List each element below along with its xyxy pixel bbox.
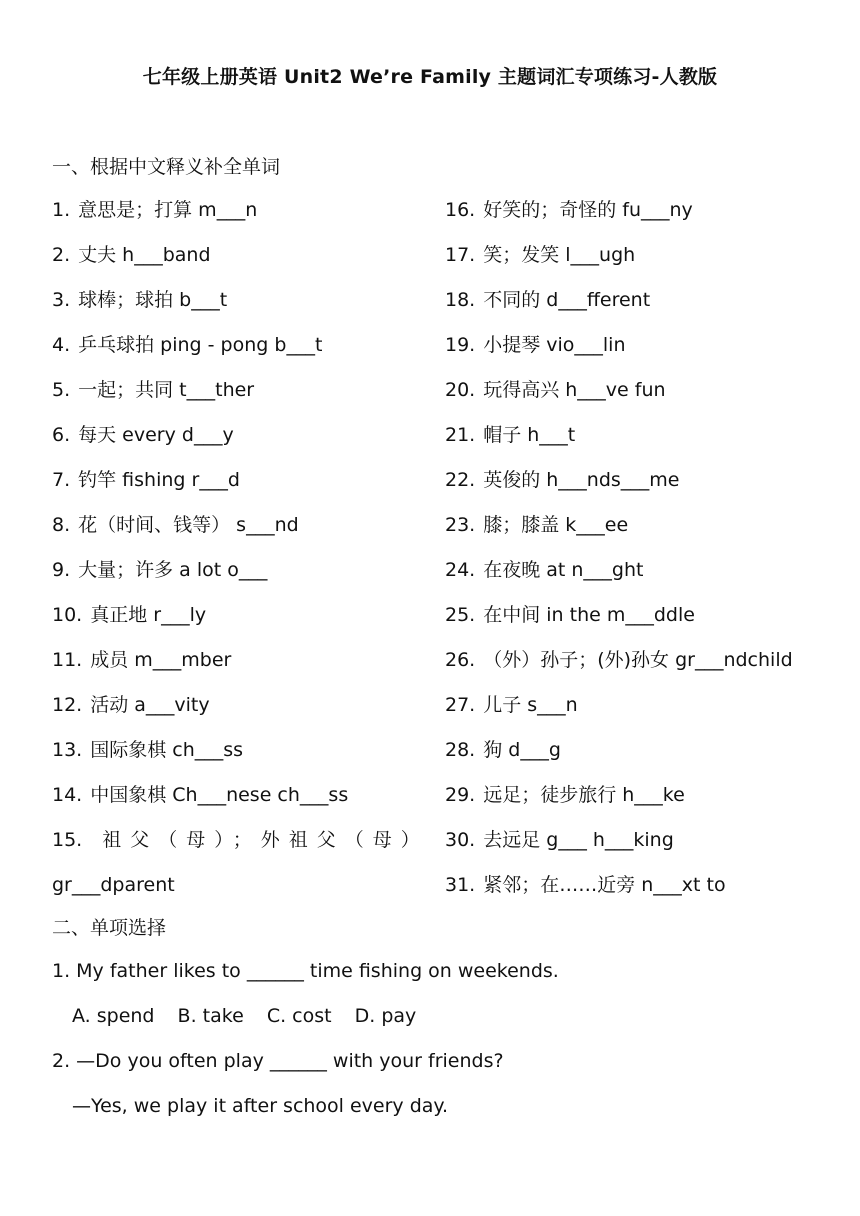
item-number: 11.	[52, 649, 83, 671]
vocab-item	[445, 872, 845, 917]
item-text: 儿子 s___n	[483, 694, 578, 716]
vocab-item	[445, 197, 845, 242]
item-number: 18.	[445, 289, 476, 311]
vocab-item	[445, 647, 845, 692]
item-number: 3.	[52, 289, 71, 311]
option-d: D. pay	[354, 1005, 417, 1027]
item-number: 13.	[52, 739, 83, 761]
item-text: 成员 m___mber	[90, 649, 232, 671]
item-number: 23.	[445, 514, 476, 536]
option-a: A. spend	[72, 1005, 155, 1027]
item-text: 国际象棋 ch___ss	[90, 739, 244, 761]
item-number: 21.	[445, 424, 476, 446]
item-text: 远足；徒步旅行 h___ke	[483, 784, 685, 806]
question-1-stem: 1. My father likes to ______ time fishing on weekends.	[52, 960, 559, 982]
item-number: 20.	[445, 379, 476, 401]
item-text: 祖父（母）；外祖父（母）	[102, 829, 429, 851]
item-number: 30.	[445, 829, 476, 851]
item-number: 22.	[445, 469, 476, 491]
question-2-stem: 2. —Do you often play ______ with your friends?	[52, 1050, 504, 1072]
item-text: 膝；膝盖 k___ee	[483, 514, 629, 536]
item-number: 9.	[52, 559, 71, 581]
item-text: 意思是；打算 m___n	[78, 199, 258, 221]
item-text: 玩得高兴 h___ve fun	[483, 379, 666, 401]
question-1-options	[72, 1003, 433, 1029]
item-text: 钓竿 fishing r___d	[78, 469, 240, 491]
item-number: 24.	[445, 559, 476, 581]
item-text: 花（时间、钱等） s___nd	[78, 514, 299, 536]
item-text: 每天 every d___y	[78, 424, 234, 446]
item-number: 19.	[445, 334, 476, 356]
vocab-item	[52, 467, 422, 512]
vocab-item	[445, 287, 845, 332]
vocab-item	[445, 737, 845, 782]
item-text: 去远足 g___ h___king	[483, 829, 674, 851]
item-text: 在夜晚 at n___ght	[483, 559, 644, 581]
vocab-item	[445, 377, 845, 422]
item-text: 在中间 in the m___ddle	[483, 604, 695, 626]
item-number: 26.	[445, 649, 476, 671]
vocab-item	[445, 602, 845, 647]
vocab-item	[445, 422, 845, 467]
vocab-column-left	[52, 197, 429, 872]
vocab-item	[52, 692, 422, 737]
vocab-item	[52, 512, 422, 557]
item-number: 8.	[52, 514, 71, 536]
item-text: （外）孙子；(外)孙女 gr___ndchild	[483, 649, 793, 671]
vocab-item	[52, 332, 422, 377]
vocab-column-right	[445, 197, 845, 917]
item-text: 大量；许多 a lot o___	[78, 559, 268, 581]
item-number: 31.	[445, 874, 476, 896]
vocab-item	[52, 422, 422, 467]
item-text: 球棒；球拍 b___t	[78, 289, 228, 311]
vocab-item	[52, 557, 422, 602]
item-text: 乒乓球拍 ping - pong b___t	[78, 334, 323, 356]
item-number: 25.	[445, 604, 476, 626]
vocab-item	[445, 692, 845, 737]
option-b: B. take	[177, 1005, 244, 1027]
item-number: 6.	[52, 424, 71, 446]
item-number: 28.	[445, 739, 476, 761]
vocab-item	[445, 242, 845, 287]
page-title: 七年级上册英语 Unit2 We’re Family 主题词汇专项练习-人教版	[142, 66, 718, 88]
item-number: 10.	[52, 604, 83, 626]
vocab-item	[52, 197, 422, 242]
item-number: 5.	[52, 379, 71, 401]
item-number: 14.	[52, 784, 83, 806]
item-number: 7.	[52, 469, 71, 491]
item-number: 2.	[52, 244, 71, 266]
item-number: 16.	[445, 199, 476, 221]
item-text: 活动 a___vity	[90, 694, 210, 716]
item-text: 不同的 d___fferent	[483, 289, 651, 311]
item-text: 真正地 r___ly	[90, 604, 207, 626]
item-number: 4.	[52, 334, 71, 356]
item-text: 一起；共同 t___ther	[78, 379, 255, 401]
vocab-item	[52, 782, 422, 827]
vocab-item	[52, 287, 422, 332]
item-text: 小提琴 vio___lin	[483, 334, 626, 356]
item-number: 12.	[52, 694, 83, 716]
vocab-item	[445, 467, 845, 512]
vocab-item	[445, 557, 845, 602]
item-text: 笑；发笑 l___ugh	[483, 244, 636, 266]
item-text: 中国象棋 Ch___nese ch___ss	[90, 784, 349, 806]
vocab-item	[52, 242, 422, 287]
item-text: 丈夫 h___band	[78, 244, 211, 266]
vocab-item	[445, 332, 845, 377]
vocab-item	[52, 647, 422, 692]
vocab-item	[445, 512, 845, 557]
option-c: C. cost	[266, 1005, 332, 1027]
item-number: 15.	[52, 829, 83, 851]
item-text: 英俊的 h___nds___me	[483, 469, 680, 491]
vocab-item	[52, 602, 422, 647]
item-number: 27.	[445, 694, 476, 716]
question-2-reply: —Yes, we play it after school every day.	[72, 1095, 448, 1117]
vocab-item	[445, 782, 845, 827]
vocab-item	[52, 827, 429, 872]
item-text: 帽子 h___t	[483, 424, 576, 446]
vocab-item	[52, 377, 422, 422]
section-heading-multiple-choice: 二、单项选择	[52, 917, 167, 939]
vocab-item	[445, 827, 845, 872]
item-number: 1.	[52, 199, 71, 221]
section-heading-vocabulary: 一、根据中文释义补全单词	[52, 156, 281, 178]
item-text: 紧邻；在……近旁 n___xt to	[483, 874, 726, 896]
item-text: 好笑的；奇怪的 fu___ny	[483, 199, 693, 221]
vocab-item	[52, 737, 422, 782]
item-text: 狗 d___g	[483, 739, 561, 761]
item-number: 29.	[445, 784, 476, 806]
vocab-item-15-continuation: gr___dparent	[52, 874, 175, 896]
item-number: 17.	[445, 244, 476, 266]
